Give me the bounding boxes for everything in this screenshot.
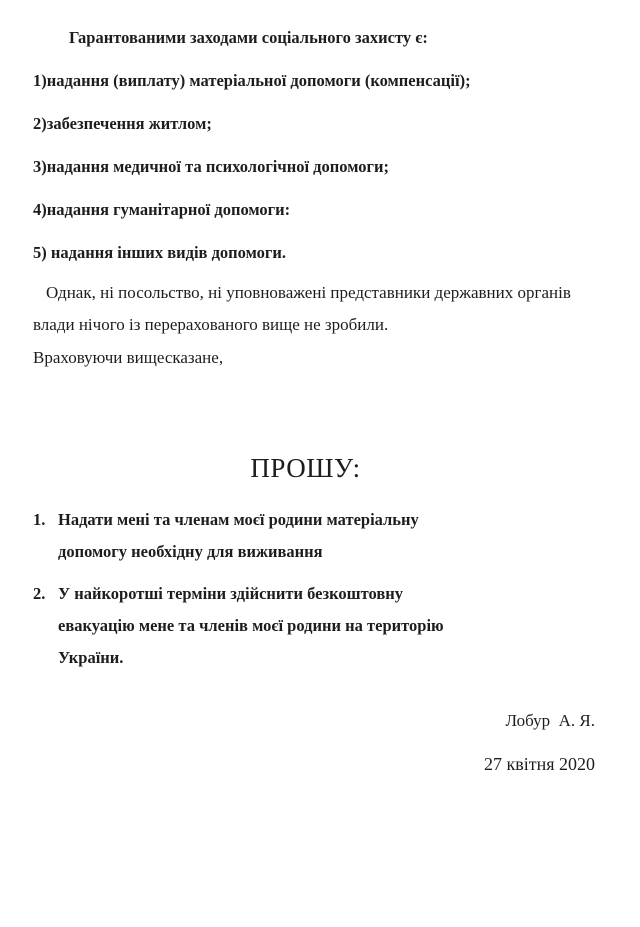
request-item-2-text: У найкоротші терміни здійснити безкоштовну евакуацію мене та членів моєї родини на територію України.: [58, 584, 444, 667]
guaranteed-item-1: 1)надання (виплату) матеріальної допомоги (компенсації);: [33, 71, 471, 90]
request-item-2: [33, 578, 578, 674]
request-item-1: [33, 504, 578, 568]
request-list: [33, 504, 578, 674]
signature-date: 27 квітня 2020: [483, 754, 595, 774]
request-heading: ПРОШУ:: [250, 453, 361, 483]
guaranteed-item-3: 3)надання медичної та психологічної допомоги;: [33, 157, 389, 176]
intro-heading: Гарантованими заходами соціального захисту є:: [69, 28, 428, 47]
signature-block: [33, 710, 595, 775]
guaranteed-item-5: 5) надання інших видів допомоги.: [33, 243, 287, 262]
guaranteed-item-2: 2)забезпечення житлом;: [33, 114, 212, 133]
request-item-2-number: 2.: [33, 584, 46, 603]
guaranteed-item-4: 4)надання гуманітарної допомоги:: [33, 200, 291, 219]
complaint-paragraph: Однак, ні посольство, ні уповноважені представники державних органів влади нічого із перерахованого вище не зробили.: [33, 283, 571, 334]
guaranteed-measures-list: [33, 71, 578, 263]
transition-line: Враховуючи вищесказане,: [33, 348, 224, 367]
request-item-1-text: Надати мені та членам моєї родини матеріальну допомогу необхідну для виживання: [58, 510, 419, 561]
request-item-1-number: 1.: [33, 510, 46, 529]
signature-name: Лобур А. Я.: [505, 711, 595, 730]
